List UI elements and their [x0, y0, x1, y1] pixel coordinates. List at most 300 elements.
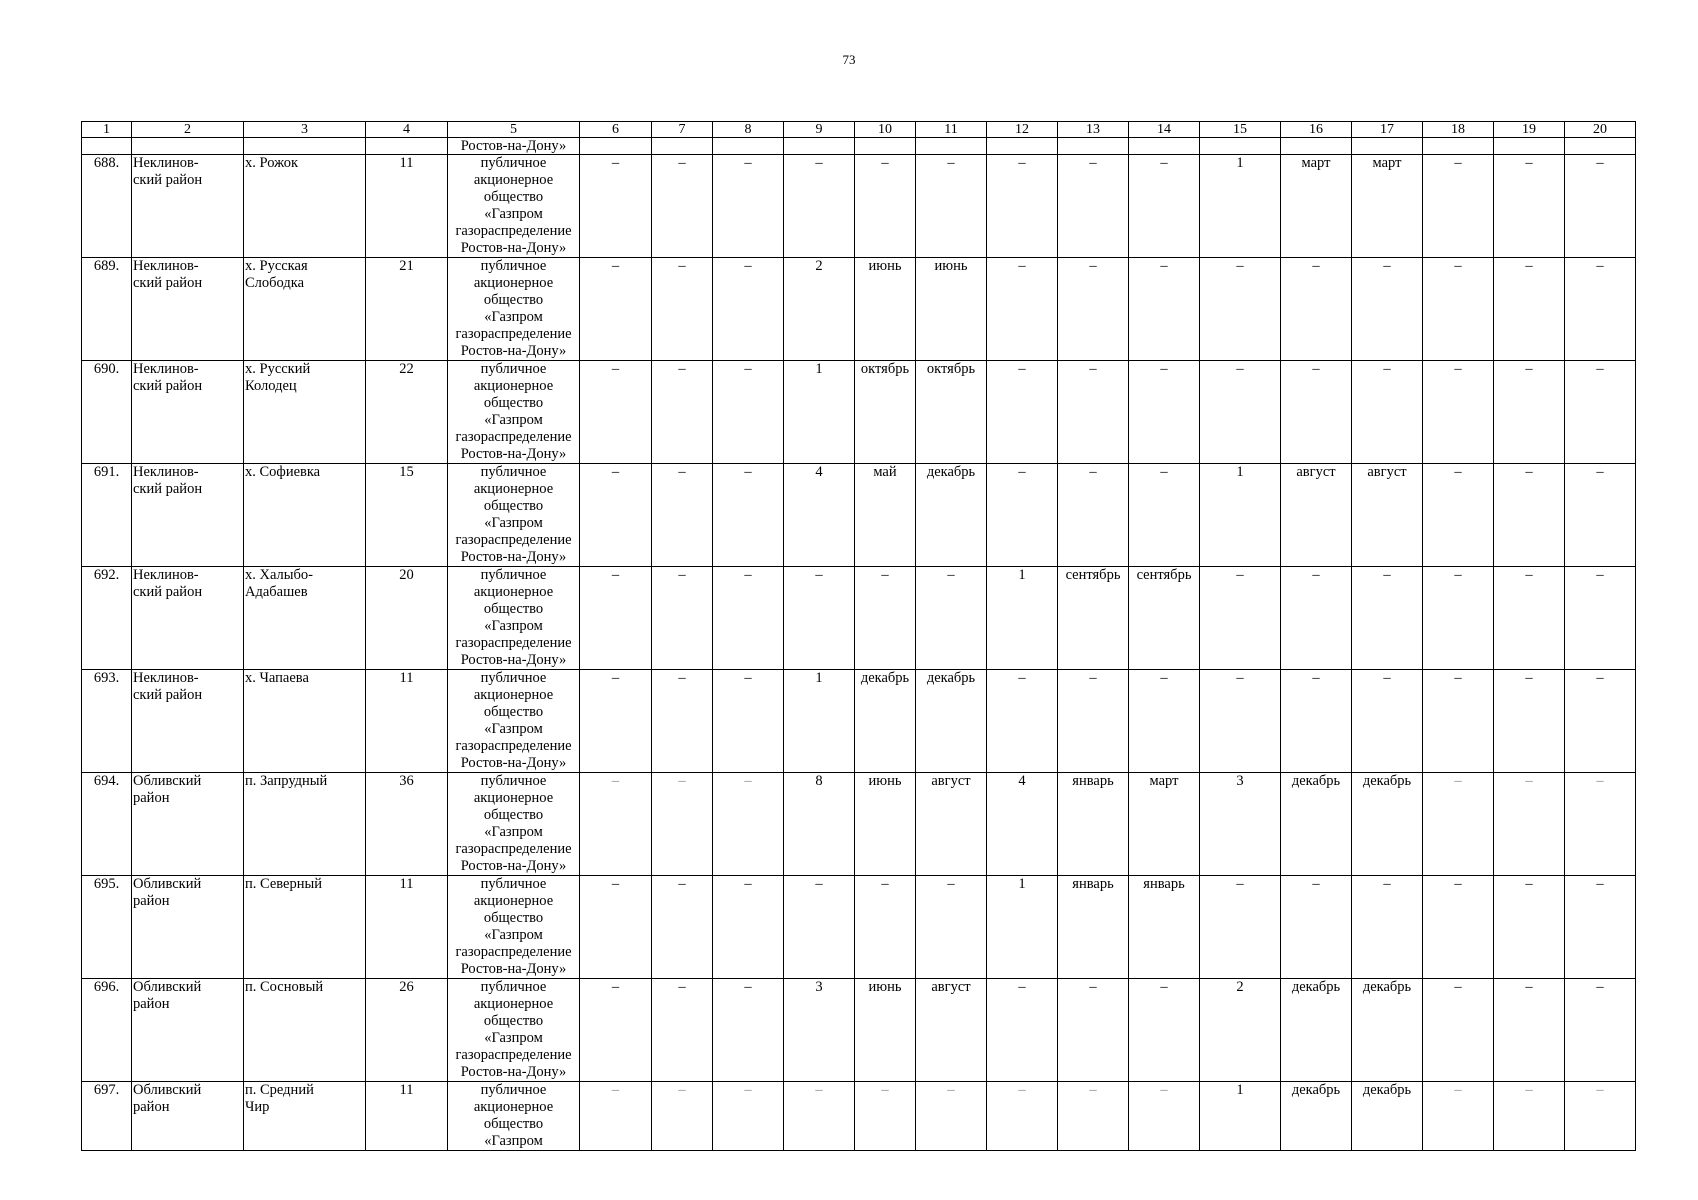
value-cell-col-13: январь [1058, 773, 1129, 876]
value-cell-col-12: – [987, 361, 1058, 464]
value-cell-col-10: октябрь [855, 361, 916, 464]
value-cell-col-8: – [713, 876, 784, 979]
value-cell-col-18: – [1423, 1082, 1494, 1151]
district-line: Неклинов- [133, 670, 199, 686]
district-cell [132, 567, 244, 670]
value-cell-col-19: – [1494, 1082, 1565, 1151]
locality-cell [244, 1082, 366, 1151]
value-cell-col-9: – [784, 155, 855, 258]
organization-line: публичное [480, 361, 547, 377]
value-cell-col-19: – [1494, 361, 1565, 464]
organization-line: общество [483, 395, 544, 411]
district-cell [132, 876, 244, 979]
district-line: ский район [133, 584, 203, 600]
locality-line: п. Средний [245, 1082, 314, 1098]
value-cell-col-12: – [987, 155, 1058, 258]
organization-line: газораспределение [455, 429, 572, 445]
organization-line: Ростов-на-Дону» [460, 446, 567, 462]
organization-line: публичное [480, 670, 547, 686]
value-cell-col-13: – [1058, 464, 1129, 567]
column-number-13: 13 [1058, 122, 1129, 138]
district-line: ский район [133, 378, 203, 394]
value-cell-col-11: август [916, 979, 987, 1082]
organization-line: публичное [480, 567, 547, 583]
value-cell-col-7: – [652, 979, 713, 1082]
value-cell-col-20: – [1565, 361, 1636, 464]
value-cell-col-15: – [1200, 876, 1281, 979]
value-cell-col-14: – [1129, 155, 1200, 258]
organization-line: «Газпром [484, 206, 543, 222]
count-cell: 20 [366, 567, 448, 670]
organization-line: акционерное [473, 790, 554, 806]
value-cell-col-8: – [713, 670, 784, 773]
row-number-cell: 697. [82, 1082, 132, 1151]
value-cell-col-7: – [652, 464, 713, 567]
organization-line: газораспределение [455, 1047, 572, 1063]
column-number-7: 7 [652, 122, 713, 138]
value-cell-col-16: декабрь [1281, 979, 1352, 1082]
value-cell-col-18: – [1423, 567, 1494, 670]
locality-line: х. Русский [245, 361, 311, 377]
district-line: район [133, 790, 170, 806]
district-line: ский район [133, 172, 203, 188]
organization-line: общество [483, 292, 544, 308]
column-number-row [82, 122, 1636, 138]
value-cell-col-17: – [1352, 876, 1423, 979]
column-number-2: 2 [132, 122, 244, 138]
row-number-cell: 692. [82, 567, 132, 670]
table-row [82, 1082, 1636, 1151]
column-number-14: 14 [1129, 122, 1200, 138]
value-cell-col-16: – [1281, 876, 1352, 979]
value-cell-col-17: – [1352, 670, 1423, 773]
locality-line: Чир [245, 1099, 270, 1115]
value-cell-col-20: – [1565, 670, 1636, 773]
locality-line: п. Запрудный [245, 773, 328, 789]
value-cell-col-8: – [713, 464, 784, 567]
value-cell-col-14: – [1129, 361, 1200, 464]
continuation-row [82, 138, 1636, 155]
locality-line: Адабашев [245, 584, 308, 600]
value-cell-col-8: – [713, 567, 784, 670]
value-cell-col-12: – [987, 670, 1058, 773]
table-row [82, 464, 1636, 567]
table-row [82, 670, 1636, 773]
organization-line: Ростов-на-Дону» [460, 549, 567, 565]
organization-line: акционерное [473, 687, 554, 703]
value-cell-col-16: – [1281, 361, 1352, 464]
value-cell-col-11: август [916, 773, 987, 876]
column-number-19: 19 [1494, 122, 1565, 138]
value-cell-col-14: март [1129, 773, 1200, 876]
value-cell-col-15: – [1200, 670, 1281, 773]
organization-line: акционерное [473, 275, 554, 291]
organization-line: «Газпром [484, 927, 543, 943]
value-cell-col-15: 3 [1200, 773, 1281, 876]
locality-line: Колодец [245, 378, 297, 394]
value-cell-col-17: август [1352, 464, 1423, 567]
locality-cell [244, 361, 366, 464]
district-line: Обливский [133, 1082, 202, 1098]
value-cell-col-7: – [652, 361, 713, 464]
value-cell-col-18: – [1423, 773, 1494, 876]
value-cell-col-8: – [713, 155, 784, 258]
value-cell-col-15: 1 [1200, 464, 1281, 567]
column-number-16: 16 [1281, 122, 1352, 138]
row-number-cell: 696. [82, 979, 132, 1082]
organization-line: Ростов-на-Дону» [460, 755, 567, 771]
value-cell-col-10: декабрь [855, 670, 916, 773]
district-line: Обливский [133, 773, 202, 789]
value-cell-col-12: – [987, 979, 1058, 1082]
value-cell-col-9: 4 [784, 464, 855, 567]
organization-line: публичное [480, 258, 547, 274]
value-cell-col-20: – [1565, 1082, 1636, 1151]
district-line: Обливский [133, 876, 202, 892]
column-number-20: 20 [1565, 122, 1636, 138]
organization-line: Ростов-на-Дону» [460, 858, 567, 874]
value-cell-col-6: – [580, 258, 652, 361]
organization-line: общество [483, 1116, 544, 1132]
value-cell-col-7: – [652, 258, 713, 361]
organization-line: публичное [480, 1082, 547, 1098]
locality-cell [244, 155, 366, 258]
value-cell-col-16: декабрь [1281, 1082, 1352, 1151]
column-number-11: 11 [916, 122, 987, 138]
value-cell-col-9: – [784, 1082, 855, 1151]
value-cell-col-7: – [652, 876, 713, 979]
value-cell-col-14: – [1129, 464, 1200, 567]
count-cell: 22 [366, 361, 448, 464]
value-cell-col-18: – [1423, 670, 1494, 773]
locality-line: Слободка [245, 275, 305, 291]
organization-line: «Газпром [484, 721, 543, 737]
value-cell-col-19: – [1494, 670, 1565, 773]
organization-cell [448, 1082, 580, 1151]
district-cell [132, 773, 244, 876]
value-cell-col-9: 8 [784, 773, 855, 876]
row-number-cell: 694. [82, 773, 132, 876]
organization-line: общество [483, 189, 544, 205]
value-cell-col-11: октябрь [916, 361, 987, 464]
value-cell-col-9: – [784, 876, 855, 979]
locality-cell [244, 670, 366, 773]
count-cell: 15 [366, 464, 448, 567]
organization-line: публичное [480, 773, 547, 789]
district-line: Неклинов- [133, 155, 199, 171]
value-cell-col-6: – [580, 361, 652, 464]
value-cell-col-11: – [916, 876, 987, 979]
value-cell-col-15: – [1200, 258, 1281, 361]
value-cell-col-6: – [580, 773, 652, 876]
value-cell-col-19: – [1494, 567, 1565, 670]
value-cell-col-16: август [1281, 464, 1352, 567]
organization-line: Ростов-на-Дону» [460, 343, 567, 359]
organization-line: публичное [480, 979, 547, 995]
value-cell-col-7: – [652, 670, 713, 773]
value-cell-col-20: – [1565, 155, 1636, 258]
value-cell-col-9: 3 [784, 979, 855, 1082]
column-number-17: 17 [1352, 122, 1423, 138]
value-cell-col-13: – [1058, 361, 1129, 464]
value-cell-col-13: – [1058, 670, 1129, 773]
value-cell-col-15: 1 [1200, 155, 1281, 258]
column-number-4: 4 [366, 122, 448, 138]
organization-line: Ростов-на-Дону» [460, 1064, 567, 1080]
organization-line: акционерное [473, 481, 554, 497]
organization-line: «Газпром [484, 1030, 543, 1046]
value-cell-col-12: – [987, 1082, 1058, 1151]
value-cell-col-10: – [855, 876, 916, 979]
value-cell-col-10: июнь [855, 258, 916, 361]
organization-line: газораспределение [455, 738, 572, 754]
table-row [82, 361, 1636, 464]
value-cell-col-11: декабрь [916, 464, 987, 567]
column-number-1: 1 [82, 122, 132, 138]
locality-line: п. Сосновый [245, 979, 324, 995]
value-cell-col-13: январь [1058, 876, 1129, 979]
organization-line: «Газпром [484, 618, 543, 634]
gasification-schedule-table [81, 121, 1636, 1151]
column-number-18: 18 [1423, 122, 1494, 138]
row-number-cell: 693. [82, 670, 132, 773]
value-cell-col-9: 1 [784, 361, 855, 464]
value-cell-col-15: 2 [1200, 979, 1281, 1082]
value-cell-col-9: – [784, 567, 855, 670]
value-cell-col-20: – [1565, 258, 1636, 361]
district-line: район [133, 1099, 170, 1115]
district-line: Неклинов- [133, 567, 199, 583]
organization-line: Ростов-на-Дону» [460, 240, 567, 256]
value-cell-col-12: 1 [987, 876, 1058, 979]
organization-cell [448, 464, 580, 567]
organization-line: Ростов-на-Дону» [460, 961, 567, 977]
value-cell-col-6: – [580, 155, 652, 258]
value-cell-col-19: – [1494, 876, 1565, 979]
district-cell [132, 1082, 244, 1151]
count-cell: 36 [366, 773, 448, 876]
organization-line: акционерное [473, 893, 554, 909]
value-cell-col-6: – [580, 567, 652, 670]
value-cell-col-8: – [713, 361, 784, 464]
value-cell-col-15: – [1200, 567, 1281, 670]
organization-line: общество [483, 704, 544, 720]
organization-line: публичное [480, 876, 547, 892]
organization-cell [448, 258, 580, 361]
organization-cell [448, 155, 580, 258]
value-cell-col-20: – [1565, 567, 1636, 670]
district-line: район [133, 996, 170, 1012]
locality-cell [244, 464, 366, 567]
value-cell-col-6: – [580, 464, 652, 567]
district-line: Неклинов- [133, 464, 199, 480]
organization-line: общество [483, 601, 544, 617]
organization-line: газораспределение [455, 944, 572, 960]
organization-line: «Газпром [484, 824, 543, 840]
value-cell-col-14: – [1129, 670, 1200, 773]
organization-line: «Газпром [484, 309, 543, 325]
column-number-8: 8 [713, 122, 784, 138]
value-cell-col-12: – [987, 464, 1058, 567]
value-cell-col-16: – [1281, 258, 1352, 361]
table-row [82, 979, 1636, 1082]
organization-line: газораспределение [455, 532, 572, 548]
row-number-cell: 689. [82, 258, 132, 361]
district-cell [132, 670, 244, 773]
locality-line: х. Софиевка [245, 464, 321, 480]
value-cell-col-14: январь [1129, 876, 1200, 979]
value-cell-col-18: – [1423, 361, 1494, 464]
value-cell-col-10: май [855, 464, 916, 567]
value-cell-col-8: – [713, 258, 784, 361]
locality-cell [244, 567, 366, 670]
value-cell-col-17: – [1352, 567, 1423, 670]
district-line: ский район [133, 687, 203, 703]
district-cell [132, 155, 244, 258]
value-cell-col-18: – [1423, 876, 1494, 979]
value-cell-col-10: – [855, 155, 916, 258]
value-cell-col-11: декабрь [916, 670, 987, 773]
table-row [82, 773, 1636, 876]
organization-line: акционерное [473, 584, 554, 600]
count-cell: 11 [366, 1082, 448, 1151]
organization-line: общество [483, 498, 544, 514]
organization-line: акционерное [473, 996, 554, 1012]
district-line: Неклинов- [133, 361, 199, 377]
count-cell: 26 [366, 979, 448, 1082]
value-cell-col-12: – [987, 258, 1058, 361]
column-number-3: 3 [244, 122, 366, 138]
organization-line: газораспределение [455, 841, 572, 857]
count-cell: 11 [366, 670, 448, 773]
row-number-cell: 688. [82, 155, 132, 258]
column-number-5: 5 [448, 122, 580, 138]
value-cell-col-19: – [1494, 258, 1565, 361]
district-line: ский район [133, 275, 203, 291]
organization-line: газораспределение [455, 326, 572, 342]
column-number-15: 15 [1200, 122, 1281, 138]
value-cell-col-13: – [1058, 1082, 1129, 1151]
organization-cell [448, 979, 580, 1082]
row-number-cell: 690. [82, 361, 132, 464]
value-cell-col-13: сентябрь [1058, 567, 1129, 670]
value-cell-col-12: 1 [987, 567, 1058, 670]
value-cell-col-10: – [855, 567, 916, 670]
organization-cell [448, 361, 580, 464]
district-line: Обливский [133, 979, 202, 995]
column-number-9: 9 [784, 122, 855, 138]
district-cell [132, 979, 244, 1082]
organization-cell [448, 773, 580, 876]
value-cell-col-10: июнь [855, 773, 916, 876]
district-cell [132, 361, 244, 464]
page-number: 73 [842, 52, 856, 67]
value-cell-col-14: – [1129, 1082, 1200, 1151]
value-cell-col-9: 1 [784, 670, 855, 773]
organization-line: общество [483, 1013, 544, 1029]
value-cell-col-9: 2 [784, 258, 855, 361]
table-row [82, 876, 1636, 979]
count-cell: 11 [366, 876, 448, 979]
value-cell-col-17: декабрь [1352, 1082, 1423, 1151]
organization-line: общество [483, 910, 544, 926]
value-cell-col-15: 1 [1200, 1082, 1281, 1151]
value-cell-col-16: декабрь [1281, 773, 1352, 876]
organization-line: акционерное [473, 1099, 554, 1115]
value-cell-col-13: – [1058, 979, 1129, 1082]
district-line: ский район [133, 481, 203, 497]
value-cell-col-18: – [1423, 464, 1494, 567]
locality-line: х. Русская [245, 258, 308, 274]
district-line: Неклинов- [133, 258, 199, 274]
locality-line: п. Северный [245, 876, 323, 892]
locality-cell [244, 979, 366, 1082]
value-cell-col-17: март [1352, 155, 1423, 258]
value-cell-col-16: – [1281, 670, 1352, 773]
table-row [82, 155, 1636, 258]
value-cell-col-13: – [1058, 258, 1129, 361]
value-cell-col-20: – [1565, 876, 1636, 979]
value-cell-col-20: – [1565, 979, 1636, 1082]
locality-line: х. Рожок [245, 155, 299, 171]
row-number-cell: 691. [82, 464, 132, 567]
locality-line: х. Чапаева [245, 670, 309, 686]
locality-cell [244, 773, 366, 876]
organization-line: «Газпром [484, 1133, 543, 1149]
organization-line: публичное [480, 464, 547, 480]
column-number-12: 12 [987, 122, 1058, 138]
value-cell-col-16: март [1281, 155, 1352, 258]
value-cell-col-17: – [1352, 258, 1423, 361]
value-cell-col-14: сентябрь [1129, 567, 1200, 670]
value-cell-col-15: – [1200, 361, 1281, 464]
organization-line: газораспределение [455, 635, 572, 651]
value-cell-col-11: – [916, 1082, 987, 1151]
continuation-org-cell: Ростов-на-Дону» [448, 138, 580, 155]
value-cell-col-7: – [652, 1082, 713, 1151]
locality-line: х. Халыбо- [245, 567, 313, 583]
value-cell-col-11: – [916, 155, 987, 258]
value-cell-col-8: – [713, 979, 784, 1082]
count-cell: 11 [366, 155, 448, 258]
table-row [82, 567, 1636, 670]
value-cell-col-19: – [1494, 773, 1565, 876]
district-line: район [133, 893, 170, 909]
value-cell-col-14: – [1129, 979, 1200, 1082]
value-cell-col-6: – [580, 1082, 652, 1151]
value-cell-col-7: – [652, 567, 713, 670]
value-cell-col-18: – [1423, 155, 1494, 258]
value-cell-col-16: – [1281, 567, 1352, 670]
organization-line: газораспределение [455, 223, 572, 239]
organization-cell [448, 670, 580, 773]
value-cell-col-14: – [1129, 258, 1200, 361]
organization-line: общество [483, 807, 544, 823]
table-row [82, 258, 1636, 361]
value-cell-col-10: – [855, 1082, 916, 1151]
organization-cell [448, 876, 580, 979]
value-cell-col-7: – [652, 155, 713, 258]
organization-line: «Газпром [484, 412, 543, 428]
value-cell-col-17: декабрь [1352, 773, 1423, 876]
value-cell-col-13: – [1058, 155, 1129, 258]
value-cell-col-6: – [580, 670, 652, 773]
value-cell-col-17: – [1352, 361, 1423, 464]
organization-line: акционерное [473, 378, 554, 394]
value-cell-col-11: – [916, 567, 987, 670]
column-number-6: 6 [580, 122, 652, 138]
value-cell-col-20: – [1565, 773, 1636, 876]
